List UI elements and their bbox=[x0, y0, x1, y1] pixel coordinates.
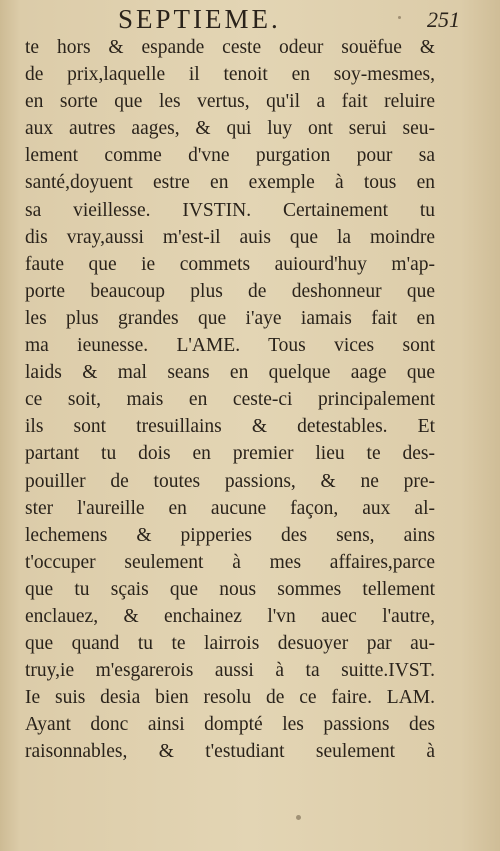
text-line: ma ieunesse. L'AME. Tous vices sont bbox=[25, 335, 435, 357]
text-line: dis vray,aussi m'est-il auis que la moindre bbox=[25, 226, 435, 248]
body-text bbox=[25, 34, 435, 766]
page-number: 251 bbox=[427, 7, 460, 32]
text-line: pouiller de toutes passions, & ne pre- bbox=[25, 470, 435, 492]
text-line: ils sont tresuillains & detestables. Et bbox=[25, 416, 435, 438]
text-line: les plus grandes que i'aye iamais fait en bbox=[25, 307, 435, 329]
text-line: aux autres aages, & qui luy ont serui seu- bbox=[25, 118, 435, 140]
running-title: SEPTIEME. bbox=[118, 4, 281, 34]
text-line: que tu sçais que nous sommes tellement bbox=[25, 578, 435, 600]
text-line: partant tu dois en premier lieu te des- bbox=[25, 443, 435, 465]
text-line: que quand tu te lairrois desuoyer par au- bbox=[25, 633, 435, 655]
foxing-spot bbox=[296, 815, 301, 820]
text-line: faute que ie commets auiourd'huy m'ap- bbox=[25, 253, 435, 275]
text-line: t'occuper seulement à mes affaires,parce bbox=[25, 551, 435, 573]
text-line: te hors & espande ceste odeur souëfue & bbox=[25, 37, 435, 58]
text-line: Ayant donc ainsi dompté les passions des bbox=[25, 714, 435, 736]
text-line: santé,doyuent estre en exemple à tous en bbox=[25, 172, 435, 194]
text-line: laids & mal seans en quelque aage que bbox=[25, 362, 435, 384]
text-line: sa vieillesse. IVSTIN. Certainement tu bbox=[25, 199, 435, 221]
foxing-spot bbox=[398, 16, 401, 19]
text-line: ster l'aureille en aucune façon, aux al- bbox=[25, 497, 435, 519]
text-line: ce soit, mais en ceste-ci principalement bbox=[25, 389, 435, 411]
text-line: lechemens & pipperies des sens, ains bbox=[25, 524, 435, 546]
text-line: en sorte que les vertus, qu'il a fait reluire bbox=[25, 91, 435, 113]
text-line: Ie suis desia bien resolu de ce faire. LAM. bbox=[25, 687, 435, 709]
text-line: de prix,laquelle il tenoit en soy-mesmes, bbox=[25, 64, 435, 86]
text-line: lement comme d'vne purgation pour sa bbox=[25, 145, 435, 167]
text-line: enclauez, & enchainez l'vn auec l'autre, bbox=[25, 605, 435, 627]
text-line: truy,ie m'esgarerois aussi à ta suitte.IVST. bbox=[25, 660, 435, 682]
text-line: porte beaucoup plus de deshonneur que bbox=[25, 280, 435, 302]
text-line: raisonnables, & t'estudiant seulement à bbox=[25, 741, 435, 763]
running-head bbox=[0, 4, 500, 34]
